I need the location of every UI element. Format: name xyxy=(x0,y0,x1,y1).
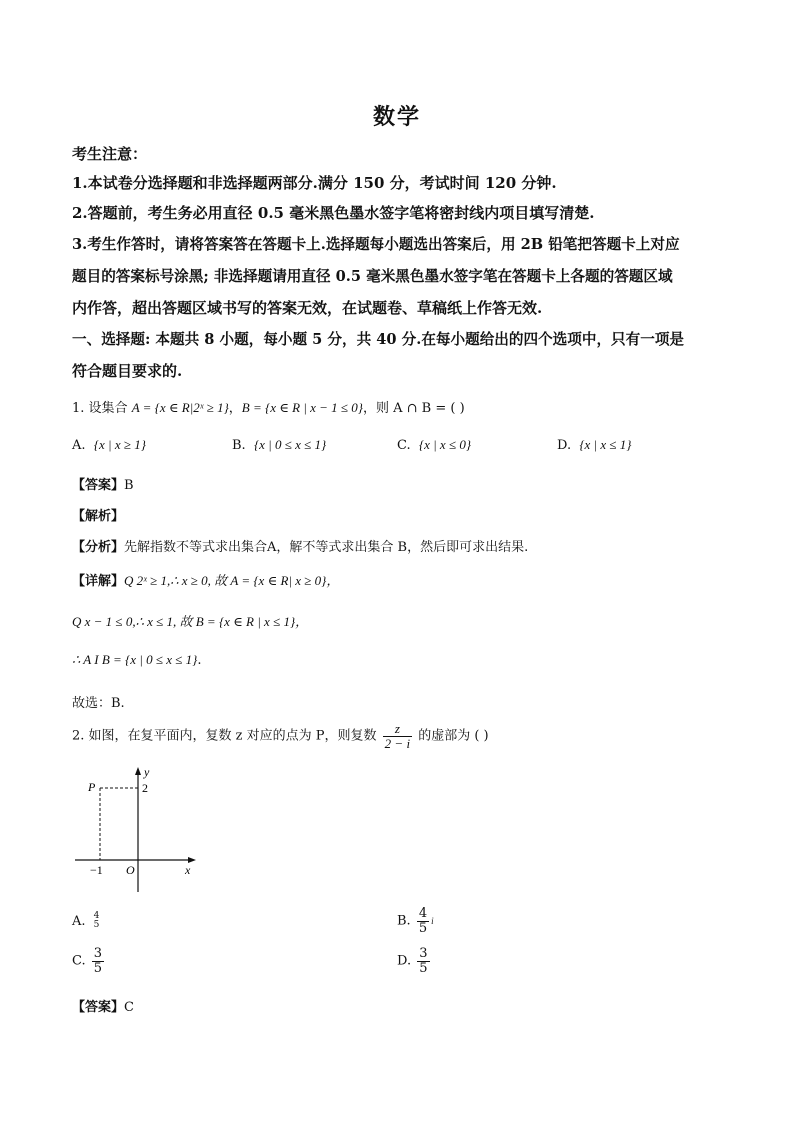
notice-line-3b: 题目的答案标号涂黑; 非选择题请用直径 0.5 毫米黑色墨水签字笔在答题卡上各题的答题区域 xyxy=(72,268,673,285)
page-title: 数学 xyxy=(372,104,421,130)
fenxi-text: 先解指数不等式求出集合A，解不等式求出集合 B，然后即可求出结果. xyxy=(124,540,529,555)
question-1-ask: ，则 A ∩ B = ( ) xyxy=(363,401,465,416)
option-fraction xyxy=(92,947,104,975)
question-2-option-c xyxy=(72,947,106,975)
origin-label: O xyxy=(126,863,135,877)
y-axis-arrow xyxy=(135,767,141,775)
complex-plane-figure xyxy=(70,762,200,897)
question-1-analysis-tag: 【解析】 xyxy=(72,509,125,524)
option-fraction xyxy=(92,912,102,931)
x-tick-label: −1 xyxy=(90,863,103,877)
fraction-denominator: 5 xyxy=(93,920,100,931)
xiangjie-tag: 【详解】 xyxy=(72,574,125,589)
option-fraction xyxy=(417,907,429,935)
detail-step-1: Q 2ˣ ≥ 1,∴ x ≥ 0, 故 A = {x ∈ R| x ≥ 0}， xyxy=(124,573,340,588)
y-tick-label: 2 xyxy=(142,781,148,795)
answer-tag: 【答案】 xyxy=(72,478,125,493)
option-label: B. xyxy=(397,913,411,929)
option-label: A. xyxy=(72,438,86,453)
section-header-line-2: 符合题目要求的. xyxy=(72,362,183,380)
question-1-option-b xyxy=(232,437,326,453)
option-label: C. xyxy=(72,953,86,969)
option-suffix: i xyxy=(431,916,434,927)
notice-line-3a: 3.考生作答时，请将答案答在答题卡上.选择题每小题选出答案后，用 2B 铅笔把答题卡上对应 xyxy=(72,236,680,253)
notice-line-3c: 内作答，超出答题区域书写的答案无效，在试题卷、草稿纸上作答无效. xyxy=(72,299,543,317)
point-label: P xyxy=(88,780,96,794)
option-text: {x | x ≥ 1} xyxy=(93,437,146,452)
option-label: C. xyxy=(397,438,411,453)
question-1-set-b: B = {x ∈ R | x − 1 ≤ 0} xyxy=(241,400,363,415)
notice-line-1: 1.本试卷分选择题和非选择题两部分.满分 150 分，考试时间 120 分钟. xyxy=(72,174,557,192)
question-2-number: 2. 如图，在复平面内，复数 z 对应的点为 P，则复数 xyxy=(72,728,377,744)
question-1-set-a: A = {x ∈ R|2ˣ ≥ 1} xyxy=(131,400,229,415)
detail-step-3: ∴ A I B = {x | 0 ≤ x ≤ 1} xyxy=(72,652,198,667)
fraction-denominator: 2 − i xyxy=(384,735,411,751)
question-1-answer xyxy=(72,474,134,493)
option-text: {x | x ≤ 1} xyxy=(579,437,632,452)
x-axis-label: x xyxy=(185,863,191,877)
question-2-stem xyxy=(72,722,489,750)
question-1-number: 1. 设集合 xyxy=(72,401,128,416)
question-1-choice: 故选：B. xyxy=(72,696,125,711)
notice-heading: 考生注意： xyxy=(72,145,148,163)
question-1-option-a xyxy=(72,437,146,453)
fraction-denominator: 5 xyxy=(418,920,428,936)
option-label: D. xyxy=(397,953,412,969)
option-label: A. xyxy=(72,913,86,929)
fraction-numerator: 4 xyxy=(93,911,100,921)
question-2-option-a xyxy=(72,912,103,931)
fenxi-tag: 【分析】 xyxy=(72,540,125,555)
notice-line-2: 2.答题前，考生务必用直径 0.5 毫米黑色墨水签字笔将密封线内项目填写清楚. xyxy=(72,204,595,222)
option-label: D. xyxy=(557,438,572,453)
question-1-detail xyxy=(72,570,339,589)
option-text: {x | 0 ≤ x ≤ 1} xyxy=(253,437,327,452)
detail-step-3-end: . xyxy=(197,653,202,668)
answer-value: C xyxy=(124,1000,134,1015)
question-1-option-c xyxy=(397,437,471,453)
fraction-numerator: 4 xyxy=(418,906,428,921)
question-2-option-d xyxy=(397,947,432,975)
fraction-denominator: 5 xyxy=(93,960,103,976)
question-1-fenxi xyxy=(72,536,528,555)
question-2-option-b xyxy=(397,907,434,935)
section-header-line-1: 一、选择题: 本题共 8 小题，每小题 5 分，共 40 分.在每小题给出的四个选项中，只有一项是 xyxy=(72,331,685,348)
option-text: {x | x ≤ 0} xyxy=(418,437,472,452)
option-label: B. xyxy=(232,438,246,453)
question-1-option-d xyxy=(557,437,632,453)
question-2-answer xyxy=(72,996,134,1015)
answer-tag: 【答案】 xyxy=(72,1000,125,1015)
detail-step-2: Q x − 1 ≤ 0,∴ x ≤ 1, 故 B = {x ∈ R | x ≤ 1}， xyxy=(72,614,309,629)
fraction-numerator: 3 xyxy=(419,946,428,961)
y-axis-label: y xyxy=(144,765,150,779)
question-1-stem xyxy=(72,397,465,416)
question-2-tail: 的虚部为 ( ) xyxy=(418,728,489,744)
option-fraction xyxy=(417,947,429,975)
detail-step-3-line xyxy=(72,652,201,668)
fraction-numerator: 3 xyxy=(93,946,103,961)
question-2-fraction xyxy=(383,722,412,750)
question-1-separator: ， xyxy=(228,401,242,416)
fraction-denominator: 5 xyxy=(419,960,428,976)
answer-value: B xyxy=(124,478,134,493)
fraction-numerator: z xyxy=(383,722,412,737)
